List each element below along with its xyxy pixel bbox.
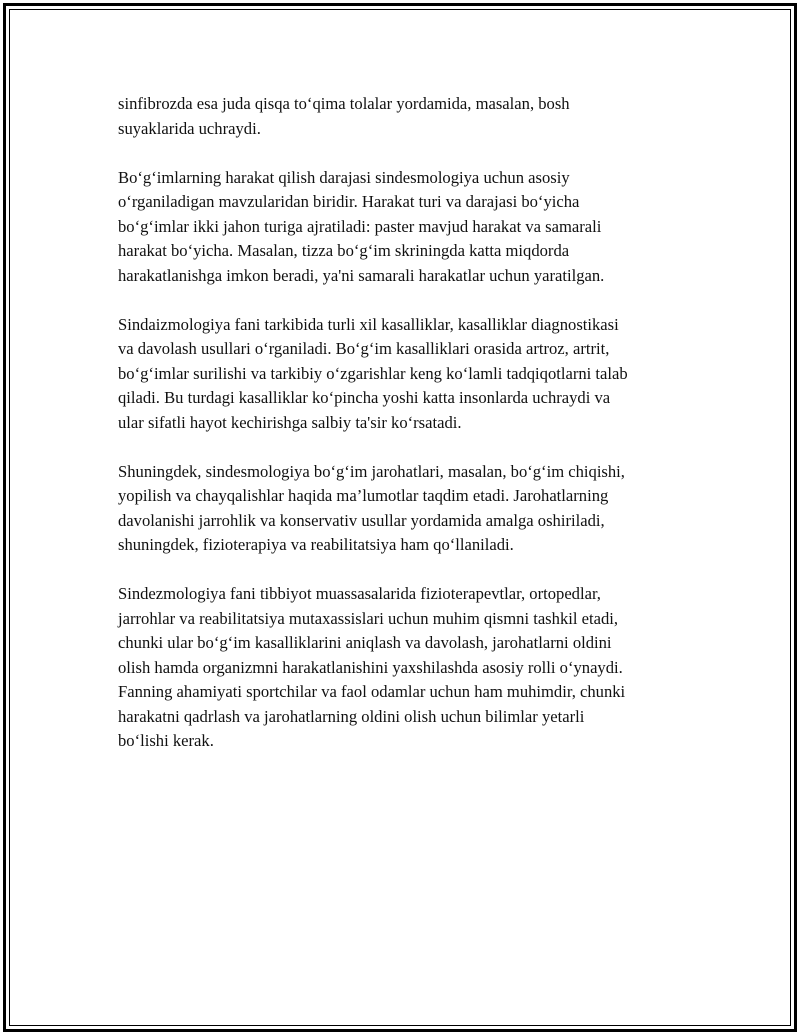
document-body [118,92,698,778]
paragraph-5: Sindezmologiya fani tibbiyot muassasalarida fizioterapevtlar, ortopedlar, jarrohlar va reabilitatsiya mutaxassislari uchun muhim qismni tashkil etadi, chunki ular bo‘g‘im kasalliklarini aniqlash va davolash, jarohatlarni oldini olish hamda organizmni harakatlanishini yaxshilashda asosiy rolli o‘ynaydi. Fanning ahamiyati sportchilar va faol odamlar uchun ham muhimdir, chunki harakatni qadrlash va jarohatlarning oldini olish uchun bilimlar yetarli bo‘lishi kerak. [118,584,626,750]
paragraph-2: Bo‘g‘imlarning harakat qilish darajasi sindesmologiya uchun asosiy o‘rganiladigan mavzularidan biridir. Harakat turi va darajasi bo‘yicha bo‘g‘imlar ikki jahon turiga ajratiladi: paster mavjud harakat va samarali harakat bo‘yicha. Masalan, tizza bo‘g‘im skriningda katta miqdorda harakatlanishga imkon beradi, ya'ni samarali harakatlar uchun yaratilgan. [118,167,605,285]
paragraph-4: Shuningdek, sindesmologiya bo‘g‘im jarohatlari, masalan, bo‘g‘im chiqishi, yopilish va chayqalishlar haqida ma’lumotlar taqdim etadi. Jarohatlarning davolanishi jarrohlik va konservativ usullar yordamida amalga oshiriladi, shuningdek, fizioterapiya va reabilitatsiya ham qo‘llaniladi. [118,461,625,554]
paragraph-1: sinfibrozda esa juda qisqa to‘qima tolalar yordamida, masalan, bosh suyaklarida uchraydi. [118,94,570,138]
paragraph-3: Sindaizmologiya fani tarkibida turli xil kasalliklar, kasalliklar diagnostikasi va davolash usullari o‘rganiladi. Bo‘g‘im kasalliklari orasida artroz, artrit, bo‘g‘imlar surilishi va tarkibiy o‘zgarishlar keng ko‘lamli tadqiqotlarni talab qiladi. Bu turdagi kasalliklar ko‘pincha yoshi katta insonlarda uchraydi va ular sifatli hayot kechirishga salbiy ta'sir ko‘rsatadi. [118,314,628,432]
